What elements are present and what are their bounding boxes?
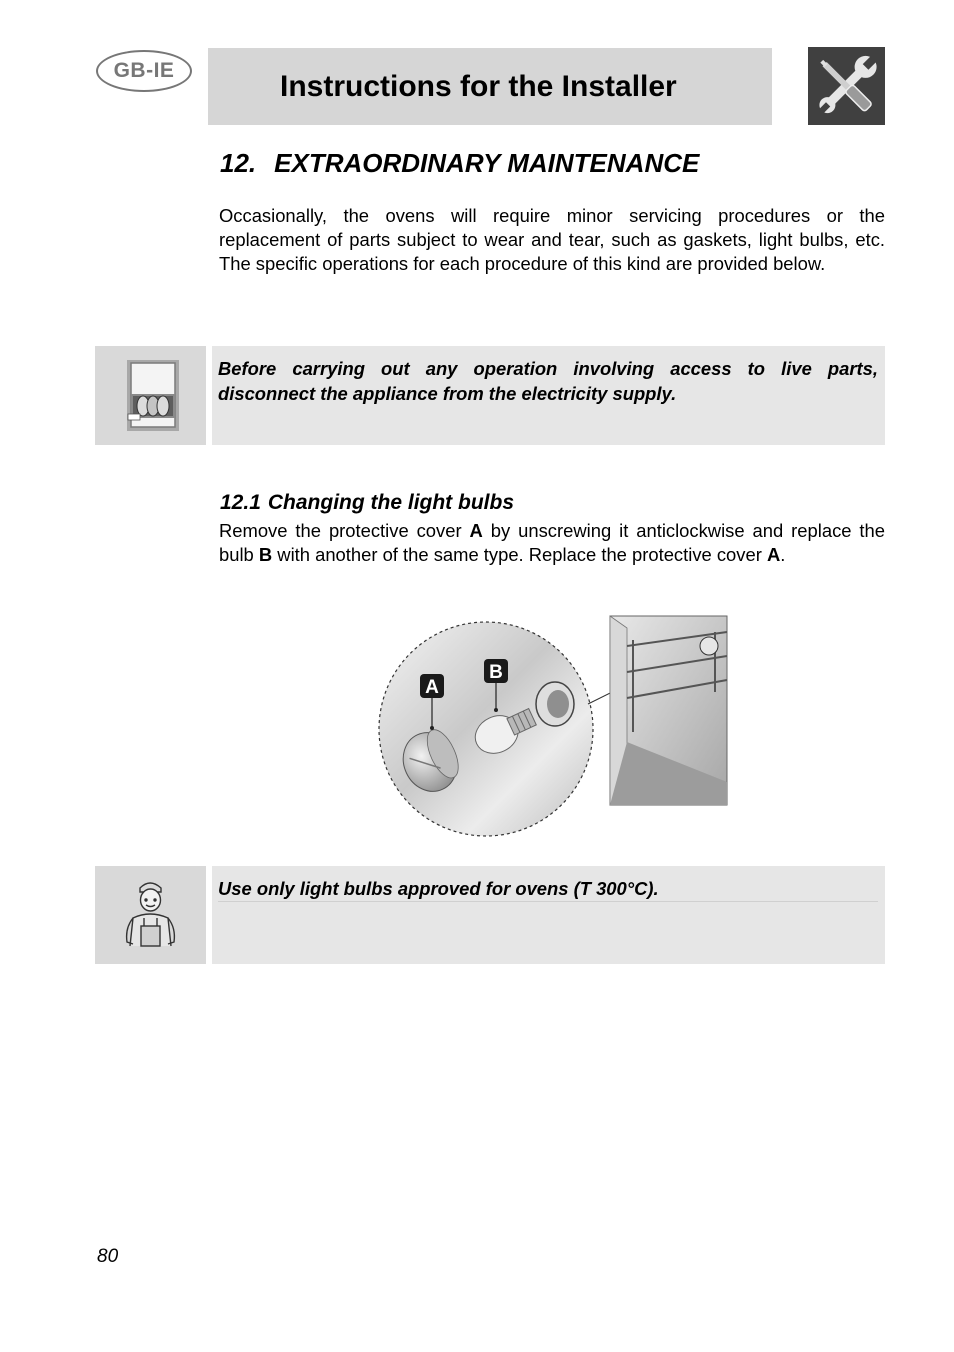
subsection-title: Changing the light bulbs — [267, 491, 515, 514]
warning-electric-box — [95, 346, 885, 445]
subsection-heading — [220, 491, 514, 515]
section-title: EXTRAORDINARY MAINTENANCE — [274, 148, 700, 178]
body-text-3: with another of the same type. Replace the protective cover — [272, 544, 767, 565]
screwdriver-wrench-icon — [808, 47, 885, 125]
note-bulbs-box — [95, 866, 885, 964]
subsection-number: 12.1 — [220, 491, 261, 514]
light-bulb-figure — [375, 612, 735, 844]
figure-label-b: B — [489, 662, 503, 683]
body-text-4: . — [780, 544, 786, 565]
body-ref-a-2: A — [766, 544, 781, 565]
section-heading — [220, 148, 699, 179]
body-text-1: Remove the protective cover — [219, 520, 470, 541]
page-header-title: Instructions for the Installer — [208, 48, 772, 125]
page-number: 80 — [97, 1246, 119, 1267]
region-badge: GB-IE — [96, 50, 192, 92]
note-bulbs-text — [212, 866, 885, 964]
section-number: 12. — [220, 148, 257, 178]
subsection-body — [219, 519, 885, 567]
note-bulbs-label: Use only light bulbs approved for ovens (T 300°C). — [218, 878, 659, 899]
body-text-2: by unscrewing it anticlockwise and replace the bulb — [219, 520, 885, 565]
figure-label-a: A — [425, 677, 439, 698]
warning-electric-text: Before carrying out any operation involving access to live parts, disconnect the appliance from the electricity supply. — [212, 346, 885, 445]
section-intro: Occasionally, the ovens will require minor servicing procedures or the replacement of parts subject to wear and tear, such as gaskets, light bulbs, etc. The specific operations for each procedure of this kind are provided below. — [219, 205, 885, 274]
body-ref-a: A — [469, 520, 483, 541]
note-divider — [218, 901, 878, 902]
body-ref-b: B — [258, 544, 273, 565]
technician-icon — [95, 866, 206, 964]
power-switch-icon — [95, 346, 206, 445]
